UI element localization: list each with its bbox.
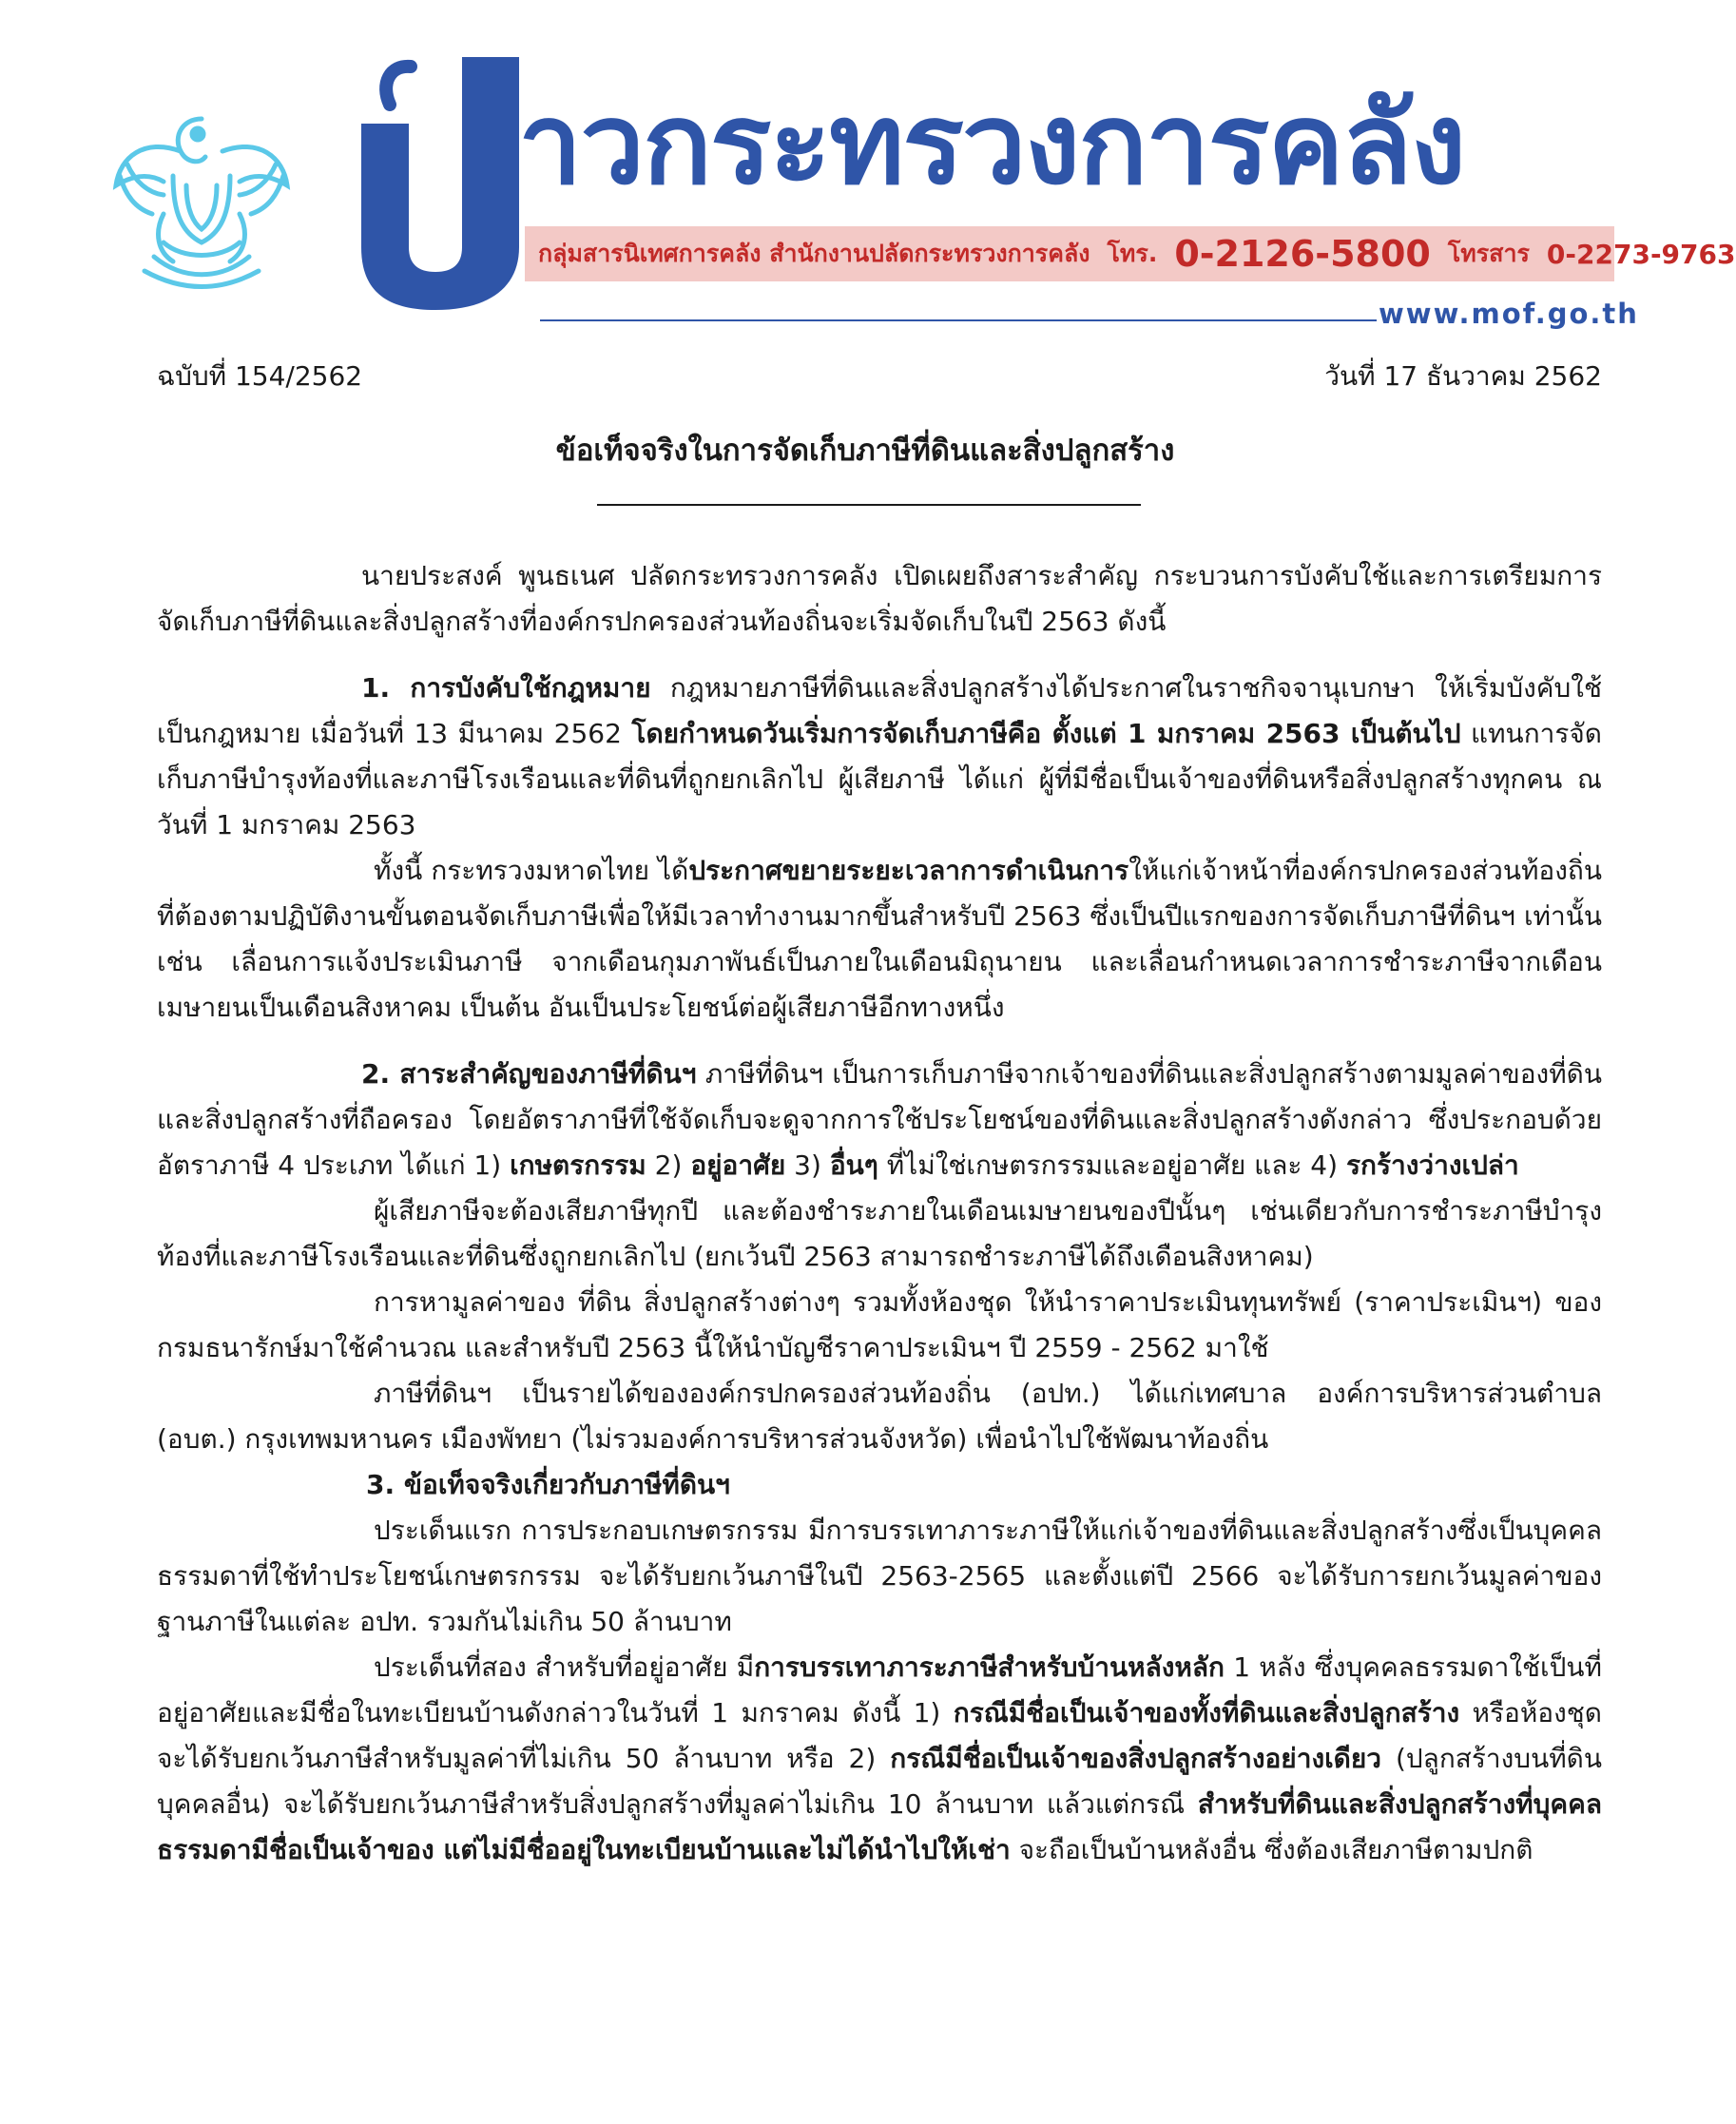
section-3-text-a: ประเด็นที่สอง สำหรับที่อยู่อาศัย มี [374,1651,755,1683]
section-2-heading: 2. สาระสำคัญของภาษีที่ดินฯ [361,1058,697,1090]
section-1-paragraph-1 [157,666,1602,848]
intro-paragraph: นายประสงค์ พูนธเนศ ปลัดกระทรวงการคลัง เปิดเผยถึงสาระสำคัญ กระบวนการบังคับใช้และการเตรียมการจัดเก็บภาษีที่ดินและสิ่งปลูกสร้างที่องค์กรปกครองส่วนท้องถิ่นจะเริ่มจัดเก็บในปี 2563 ดังนี้ [157,560,1602,637]
tax-type-vacant: รกร้างว่างเปล่า [1345,1149,1519,1181]
section-2-text-a: ภาษีที่ดินฯ เป็นการเก็บภาษีจากเจ้าของที่ดินและสิ่งปลูกสร้างตามมูลค่าของที่ดินและสิ่งปลูกสร้างที่ถือครอง โดยอัตราภาษีที่ใช้จัดเก็บจะดูจากการใช้ประโยชน์ของที่ดินและสิ่งปลูกสร้างดังกล่าว ซึ่งประกอบด้วยอัตราภาษี 4 ประเภท ได้แก่ 1) [157,1058,1602,1181]
section-3-emphasis-d: กรณีมีชื่อเป็นเจ้าของทั้งที่ดินและสิ่งปลูกสร้าง [953,1697,1460,1728]
tax-type-agriculture: เกษตรกรรม [510,1149,646,1181]
ministry-emblem-icon [106,90,297,290]
masthead-title: าวกระทรวงการคลัง [518,78,1465,209]
section-2-text-c: 2) [646,1149,691,1181]
section-3-text-g: (ปลูกสร้างบนที่ดินบุคคลอื่น) จะได้รับยกเว้นภาษีสำหรับสิ่งปลูกสร้างที่มูลค่าไม่เกิน 10 ล้านบาท แล้วแต่กรณี [157,1743,1602,1820]
section-2-paragraph-3: การหามูลค่าของ ที่ดิน สิ่งปลูกสร้างต่างๆ รวมทั้งห้องชุด ให้นำราคาประเมินทุนทรัพย์ (ราคาประเมินฯ) ของกรมธนารักษ์มาใช้คำนวณ และสำหรับปี 2563 นี้ให้นำบัญชีราคาประเมินฯ ปี 2559 - 2562 มาใช้ [157,1286,1602,1363]
section-3-heading: 3. ข้อเท็จจริงเกี่ยวกับภาษีที่ดินฯ [366,1469,730,1500]
document-title: ข้อเท็จจริงในการจัดเก็บภาษีที่ดินและสิ่งปลูกสร้าง [555,434,1175,468]
document-body [157,553,1602,1873]
section-1-paragraph-2 [157,848,1602,1031]
section-3-emphasis-f: กรณีมีชื่อเป็นเจ้าของสิ่งปลูกสร้างอย่างเดียว [890,1743,1381,1774]
masthead [0,0,1736,342]
section-3-paragraph-1: ประเด็นแรก การประกอบเกษตรกรรม มีการบรรเทาภาระภาษีให้แก่เจ้าของที่ดินและสิ่งปลูกสร้างซึ่งเป็นบุคคลธรรมดาที่ใช้ทำประโยชน์เกษตรกรรม จะได้รับยกเว้นภาษีในปี 2563-2565 และตั้งแต่ปี 2566 จะได้รับการยกเว้นมูลค่าของฐานภาษีในแต่ละ อปท. รวมกันไม่เกิน 50 ล้านบาท [157,1515,1602,1637]
section-1-emphasis: โดยกำหนดวันเริ่มการจัดเก็บภาษีคือ ตั้งแต่ 1 มกราคม 2563 เป็นต้นไป [631,718,1461,749]
title-underline [597,504,1141,506]
section-1-p2-text-a: ทั้งนี้ กระทรวงมหาดไทย ได้ [374,855,689,886]
fax-label: โทรสาร [1447,240,1530,267]
section-1-p2-emphasis: ประกาศขยายระยะเวลาการดำเนินการ [688,855,1129,886]
section-2-text-e: 3) [785,1149,830,1181]
section-3-heading-line [157,1462,1602,1508]
website-url: www.mof.go.th [1379,298,1639,330]
issue-number: ฉบับที่ 154/2562 [157,360,363,392]
section-3-paragraph-2 [157,1645,1602,1873]
section-1-p2-text-c: ให้แก่เจ้าหน้าที่องค์กรปกครองส่วนท้องถิ่นที่ต้องตามปฏิบัติงานขั้นตอนจัดเก็บภาษีเพื่อให้มีเวลาทำงานมากขึ้นสำหรับปี 2563 ซึ่งเป็นปีแรกของการจัดเก็บภาษีที่ดินฯ เท่านั้น เช่น เลื่อนการแจ้งประเมินภาษี จากเดือนกุมภาพันธ์เป็นภายในเดือนมิถุนายน และเลื่อนกำหนดเวลาการชำระภาษีจากเดือนเมษายนเป็นเดือนสิงหาคม เป็นต้น อันเป็นประโยชน์ต่อผู้เสียภาษีอีกทางหนึ่ง [157,855,1602,1023]
section-2-paragraph-2: ผู้เสียภาษีจะต้องเสียภาษีทุกปี และต้องชำระภายในเดือนเมษายนของปีนั้นๆ เช่นเดียวกับการชำระภาษีบำรุงท้องที่และภาษีโรงเรือนและที่ดินซึ่งถูกยกเลิกไป (ยกเว้นปี 2563 สามารถชำระภาษีได้ถึงเดือนสิงหาคม) [157,1195,1602,1272]
section-3-emphasis-b: การบรรเทาภาระภาษีสำหรับบ้านหลังหลัก [754,1651,1225,1683]
issue-date: วันที่ 17 ธันวาคม 2562 [1324,360,1602,392]
section-3-text-i: จะถือเป็นบ้านหลังอื่น ซึ่งต้องเสียภาษีตามปกติ [1010,1834,1533,1865]
section-3-text-e: หรือห้องชุด จะได้รับยกเว้นภาษีสำหรับมูลค่าที่ไม่เกิน 50 ล้านบาท หรือ 2) [157,1697,1602,1774]
header-divider [540,319,1377,321]
fax-number: 0-2273-9763 [1546,238,1736,270]
section-1-heading: 1. การบังคับใช้กฎหมาย [361,672,651,704]
contact-strip [525,226,1736,281]
section-3-emphasis-h: สำหรับที่ดินและสิ่งปลูกสร้างที่บุคคลธรรมดามีชื่อเป็นเจ้าของ แต่ไม่มีชื่ออยู่ในทะเบียนบ้านและไม่ได้นำไปให้เช่า [157,1788,1602,1865]
section-2-paragraph-1 [157,1052,1602,1188]
section-3-text-c: 1 หลัง ซึ่งบุคคลธรรมดาใช้เป็นที่อยู่อาศัยและมีชื่อในทะเบียนบ้านดังกล่าวในวันที่ 1 มกราคม ดังนี้ 1) [157,1651,1602,1728]
phone-number: 0-2126-5800 [1174,233,1431,275]
organization-name: กลุ่มสารนิเทศการคลัง สำนักงานปลัดกระทรวงการคลัง [538,240,1090,267]
phone-label: โทร. [1107,240,1158,267]
tax-type-residential: อยู่อาศัย [690,1149,786,1181]
section-1-text-c: แทนการจัดเก็บภาษีบำรุงท้องที่และภาษีโรงเรือนและที่ดินที่ถูกยกเลิกไป ผู้เสียภาษี ได้แก่ ผู้ที่มีชื่อเป็นเจ้าของที่ดินหรือสิ่งปลูกสร้างทุกคน ณ วันที่ 1 มกราคม 2563 [157,718,1602,840]
section-2-paragraph-4: ภาษีที่ดินฯ เป็นรายได้ขององค์กรปกครองส่วนท้องถิ่น (อปท.) ได้แก่เทศบาล องค์การบริหารส่วนตำบล (อบต.) กรุงเทพมหานคร เมืองพัทยา (ไม่รวมองค์การบริหารส่วนจังหวัด) เพื่อนำไปใช้พัฒนาท้องถิ่น [157,1378,1602,1455]
masthead-lead-letter [342,48,542,314]
section-1-text-a: กฎหมายภาษีที่ดินและสิ่งปลูกสร้างได้ประกาศในราชกิจจานุเบกษา ให้เริ่มบังคับใช้เป็นกฎหมาย เมื่อวันที่ 13 มีนาคม 2562 [157,672,1602,749]
tax-type-other: อื่นๆ [829,1149,878,1181]
section-2-text-g: ที่ไม่ใช่เกษตรกรรมและอยู่อาศัย และ 4) [878,1149,1346,1181]
